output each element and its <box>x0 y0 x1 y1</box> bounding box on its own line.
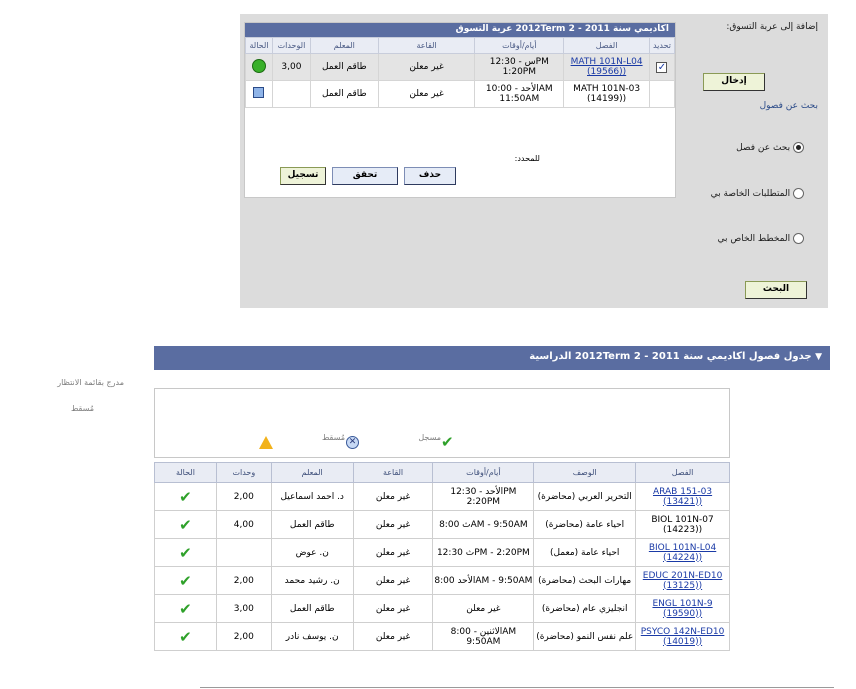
cart-title: اكاديمي سنة 2011 - 2 2012Term عربة التسوق <box>245 23 675 37</box>
section-link[interactable]: BIOL 101N-L04 (14224)) <box>648 542 717 563</box>
enroll-button[interactable]: تسجيل <box>280 167 326 185</box>
section-cell: BIOL 101N-07 (14223)) <box>636 511 730 539</box>
section-cell <box>636 539 730 567</box>
cart-col-instructor: المعلم <box>310 38 378 54</box>
units-cell: 2,00 <box>216 567 271 595</box>
validate-button[interactable]: تحقق <box>332 167 398 185</box>
enrolled-check-icon: ✔ <box>179 515 192 534</box>
col-room: القاعة <box>353 463 433 483</box>
days-cell: الأحد - 10:00AM 11:50AM <box>475 81 564 108</box>
col-description: الوصف <box>534 463 636 483</box>
open-status-icon <box>253 87 264 98</box>
table-row <box>155 595 730 623</box>
room-cell: غير معلن <box>353 539 433 567</box>
section-cell <box>636 623 730 651</box>
section-cell: MATH 101N-03 (14199)) <box>564 81 650 108</box>
select-cell <box>649 54 674 81</box>
instructor-cell: طاقم العمل <box>310 54 378 81</box>
days-cell: ث 12:30PM - 2:20PM <box>433 539 534 567</box>
cart-table <box>245 37 675 108</box>
room-cell: غير معلن <box>353 623 433 651</box>
status-cell <box>155 511 217 539</box>
days-cell: الأحد - 12:30PM 2:20PM <box>433 483 534 511</box>
description-cell: احياء عامة (محاضرة) <box>534 511 636 539</box>
table-row <box>155 483 730 511</box>
status-cell <box>155 539 217 567</box>
search-heading: بحث عن فصول <box>759 101 818 111</box>
instructor-cell: د. احمد اسماعيل <box>271 483 353 511</box>
cart-col-select: تحديد <box>649 38 674 54</box>
table-row <box>155 539 730 567</box>
radio-button[interactable] <box>793 142 804 153</box>
status-cell <box>155 483 217 511</box>
days-cell: غير معلن <box>433 595 534 623</box>
search-button[interactable]: البحث <box>745 281 807 299</box>
waitlist-legend-label: مدرج بقائمة الانتظار <box>57 378 124 387</box>
open-status-icon <box>252 59 266 73</box>
col-section: الفصل <box>636 463 730 483</box>
section-cell <box>636 567 730 595</box>
radio-button[interactable] <box>793 188 804 199</box>
radio-label: المخطط الخاص بي <box>717 234 791 244</box>
section-cell <box>636 595 730 623</box>
cart-row <box>246 81 675 108</box>
radio-label: المتطلبات الخاصة بي <box>710 189 791 199</box>
col-units: وحدات <box>216 463 271 483</box>
enrolled-check-icon: ✔ <box>179 627 192 646</box>
units-cell <box>272 81 310 108</box>
selected-label: للمحدد: <box>514 154 540 163</box>
enrolled-check-icon: ✔ <box>179 543 192 562</box>
table-row <box>155 623 730 651</box>
select-checkbox[interactable]: ✓ <box>657 61 667 73</box>
collapse-triangle-icon[interactable]: ▼ <box>815 352 822 362</box>
description-cell: انجليزي عام (محاضرة) <box>534 595 636 623</box>
waitlist-warning-icon <box>259 436 273 449</box>
description-cell: علم نفس النمو (محاضرة) <box>534 623 636 651</box>
section-link[interactable]: ENGL 101N-9 (19590)) <box>652 598 713 619</box>
cart-row <box>246 54 675 81</box>
status-cell <box>155 623 217 651</box>
enrolled-check-icon: ✔ <box>179 571 192 590</box>
section-link[interactable]: MATH 101N-L04 (19566)) <box>570 57 643 77</box>
dropped-icon: ✕ <box>346 436 359 449</box>
radio-option-search[interactable] <box>700 142 804 153</box>
room-cell: غير معلن <box>378 54 475 81</box>
status-cell <box>246 54 273 81</box>
enrolled-check-icon: ✔ <box>179 599 192 618</box>
legend-box <box>154 388 730 458</box>
room-cell: غير معلن <box>353 483 433 511</box>
status-cell <box>155 567 217 595</box>
section-link[interactable]: EDUC 201N-ED10 (13125)) <box>642 570 723 591</box>
units-cell: 3,00 <box>216 595 271 623</box>
room-cell: غير معلن <box>353 567 433 595</box>
description-cell: احياء عامة (معمل) <box>534 539 636 567</box>
radio-button[interactable] <box>793 233 804 244</box>
enter-button[interactable]: إدخال <box>703 73 765 91</box>
description-cell: التحرير العربي (محاضرة) <box>534 483 636 511</box>
instructor-cell: طاقم العمل <box>271 511 353 539</box>
cart-col-section: الفصل <box>564 38 650 54</box>
cart-col-units: الوحدات <box>272 38 310 54</box>
col-instructor: المعلم <box>271 463 353 483</box>
units-cell <box>216 539 271 567</box>
units-cell: 3,00 <box>272 54 310 81</box>
col-status: الحالة <box>155 463 217 483</box>
schedule-title: جدول فصول اكاديمي سنة 2011 - 2 2012Term الدراسية <box>529 351 812 362</box>
section-link[interactable]: PSYCO 142N-ED10 (14019)) <box>640 626 725 647</box>
schedule-header[interactable] <box>154 346 830 370</box>
room-cell: غير معلن <box>378 81 475 108</box>
days-cell: الأحد 8:00AM - 9:50AM <box>433 567 534 595</box>
table-row <box>155 567 730 595</box>
days-cell: ث 8:00AM - 9:50AM <box>433 511 534 539</box>
radio-option-planner[interactable] <box>700 233 804 244</box>
status-cell <box>155 595 217 623</box>
radio-option-requirements[interactable] <box>700 188 804 199</box>
room-cell: غير معلن <box>353 595 433 623</box>
enrolled-check-icon: ✔ <box>179 487 192 506</box>
table-row <box>155 511 730 539</box>
units-cell: 2,00 <box>216 483 271 511</box>
cart-col-days: أيام/أوقات <box>475 38 564 54</box>
enrolled-legend-label: مسجل <box>418 433 441 442</box>
units-cell: 4,00 <box>216 511 271 539</box>
col-days: أيام/أوقات <box>433 463 534 483</box>
bottom-divider <box>200 687 834 688</box>
room-cell: غير معلن <box>353 511 433 539</box>
description-cell: مهارات البحث (محاضرة) <box>534 567 636 595</box>
radio-label: بحث عن فصل <box>736 143 791 153</box>
status-cell <box>246 81 273 108</box>
instructor-cell: ن. يوسف نادر <box>271 623 353 651</box>
cart-col-room: القاعة <box>378 38 475 54</box>
instructor-cell: ن. عوض <box>271 539 353 567</box>
days-cell: س - 12:30PM 1:20PM <box>475 54 564 81</box>
units-cell: 2,00 <box>216 623 271 651</box>
enrolled-check-icon: ✔ <box>441 433 454 451</box>
section-cell <box>564 54 650 81</box>
instructor-cell: طاقم العمل <box>310 81 378 108</box>
select-cell <box>649 81 674 108</box>
add-to-cart-label: إضافة إلى عربة التسوق: <box>726 22 818 32</box>
instructor-cell: طاقم العمل <box>271 595 353 623</box>
schedule-table <box>154 462 730 651</box>
dropped-side-label: مُسقط <box>70 404 94 413</box>
cart-col-status: الحالة <box>246 38 273 54</box>
dropped-legend-label: مُسقط <box>321 433 345 442</box>
days-cell: الاثنين - 8:00AM 9:50AM <box>433 623 534 651</box>
section-link[interactable]: ARAB 151-03 (13421)) <box>652 486 713 507</box>
instructor-cell: ن. رشيد محمد <box>271 567 353 595</box>
delete-button[interactable]: حذف <box>404 167 456 185</box>
section-cell <box>636 483 730 511</box>
